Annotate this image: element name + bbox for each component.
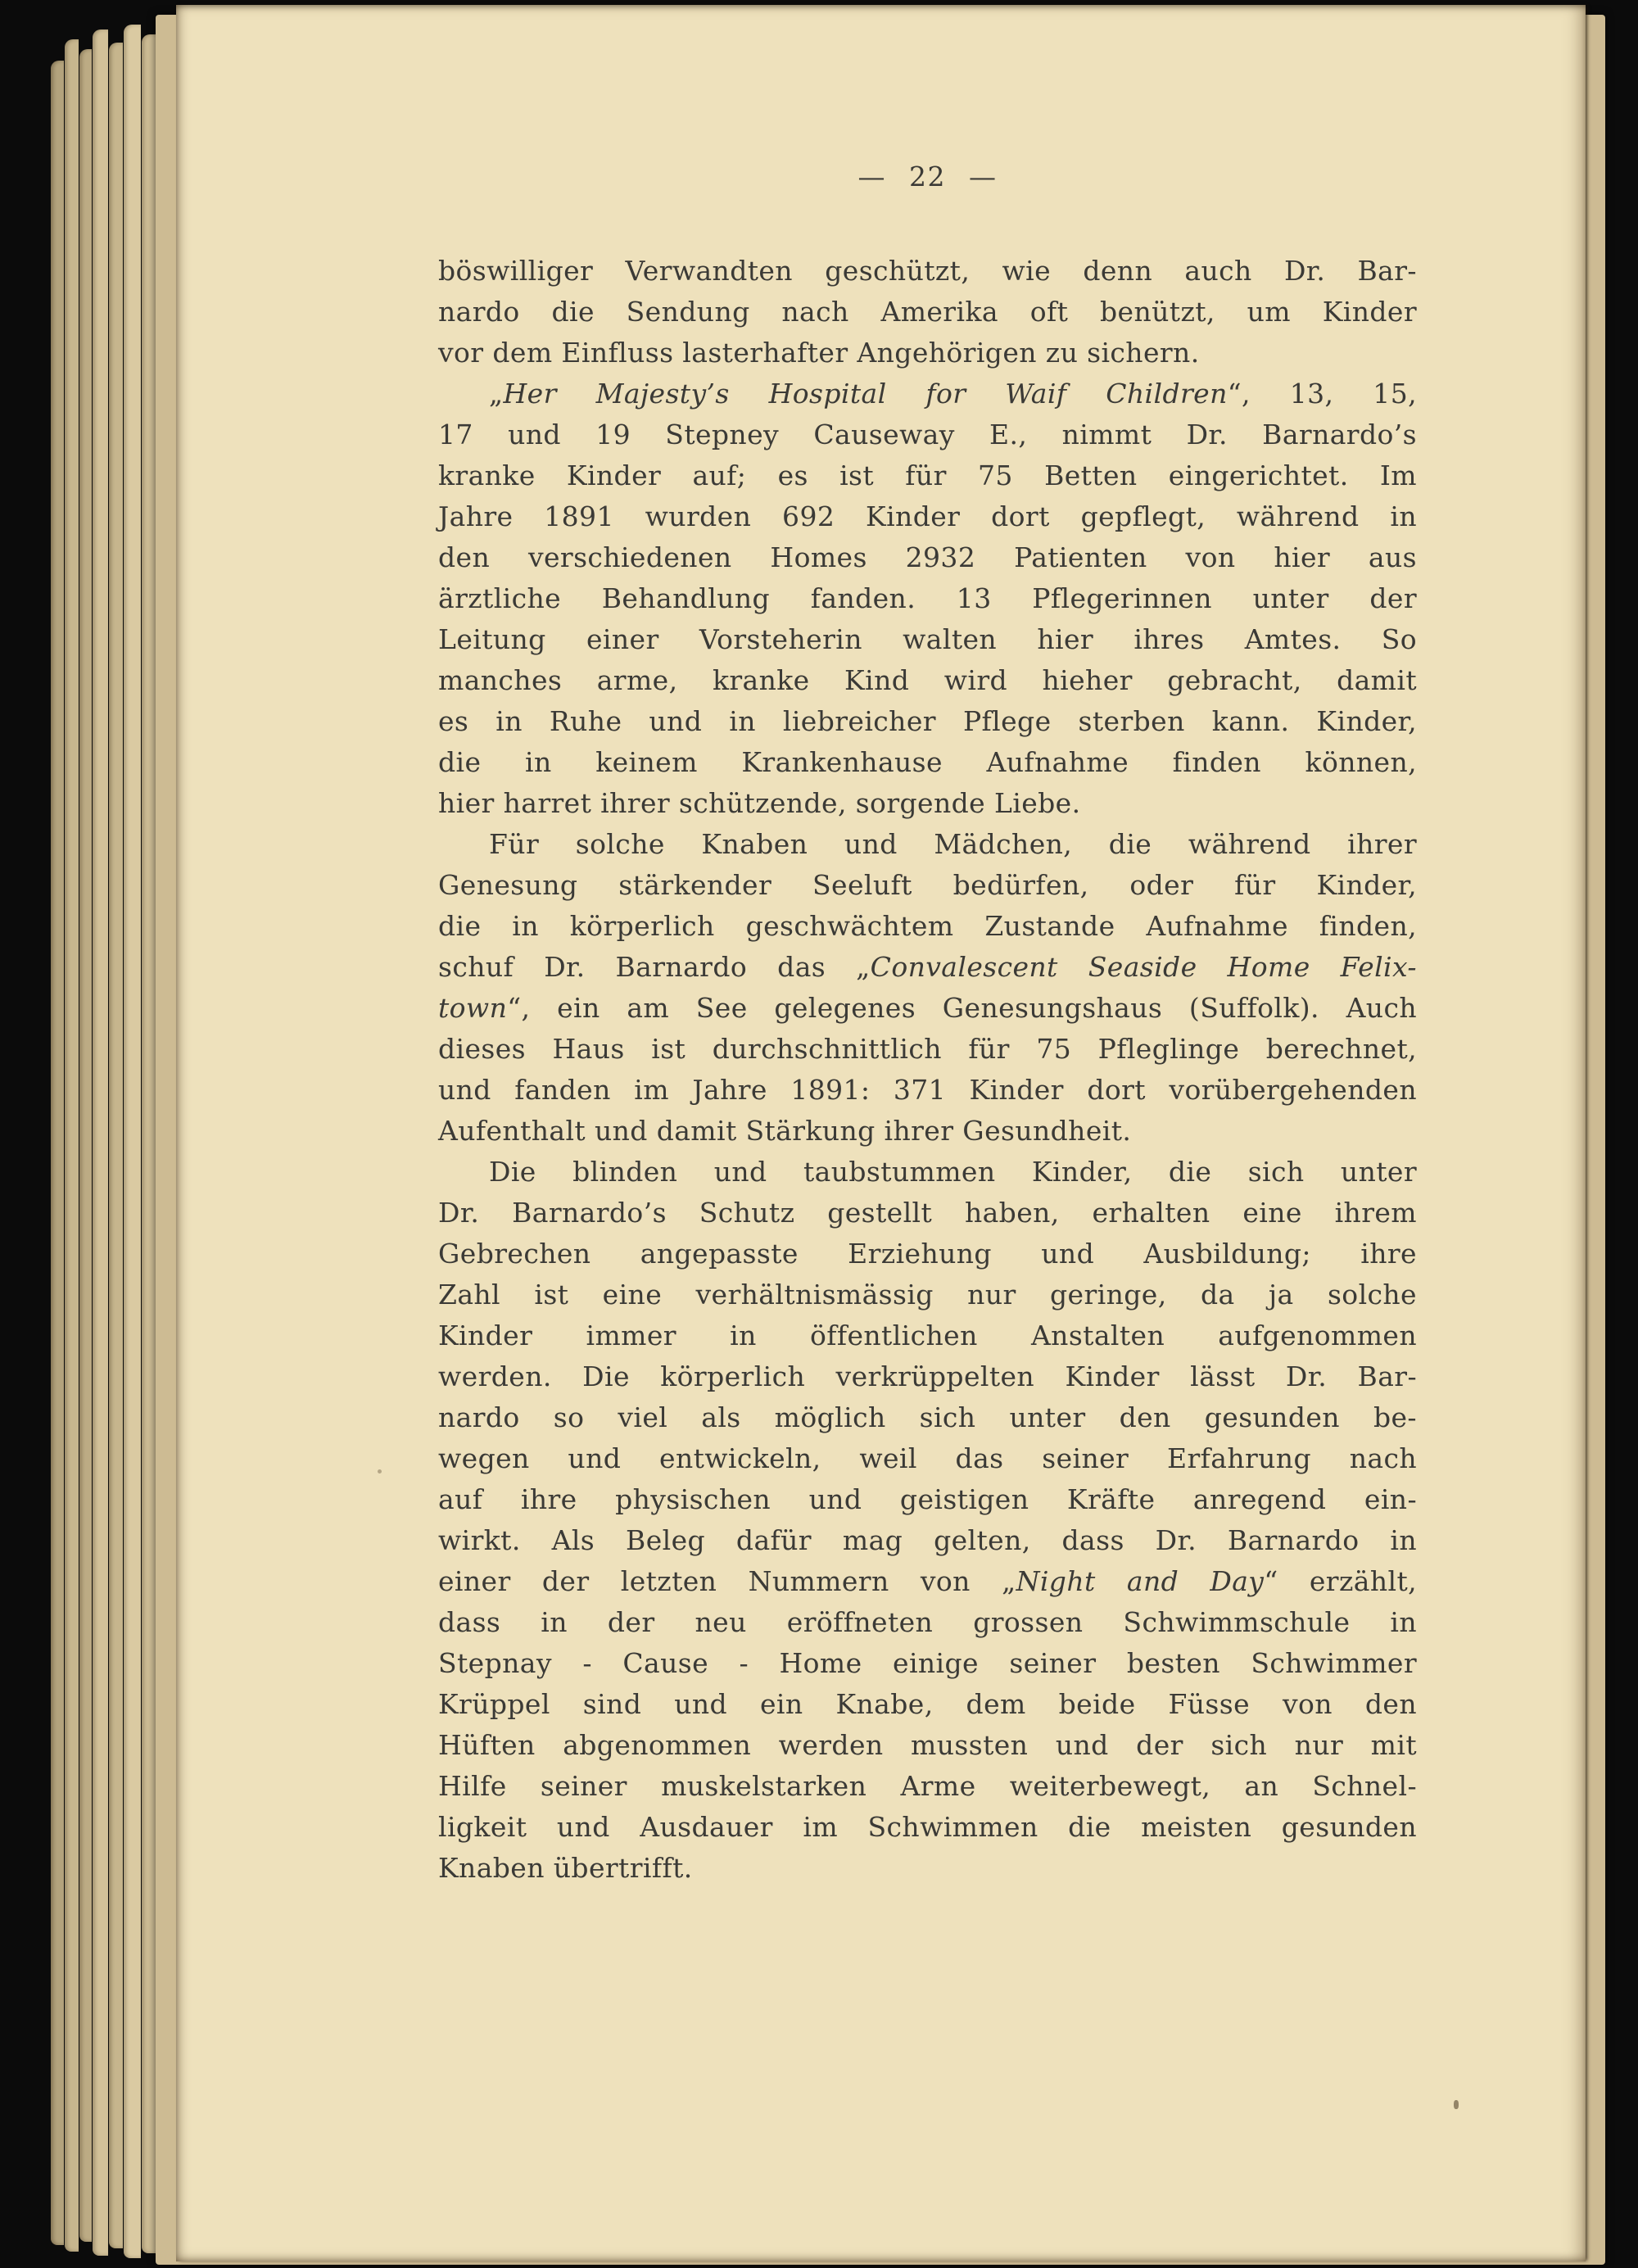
text-segment: vor dem Einfluss lasterhafter Angehörigen zu sichern. [438, 337, 1200, 369]
text-line [438, 1725, 1417, 1766]
text-segment: dieses Haus ist durchschnittlich für 75 Pfleglinge berechnet, [438, 1033, 1417, 1065]
text-line [438, 865, 1417, 906]
page-edge [109, 43, 123, 2248]
text-segment: Jahre 1891 wurden 692 Kinder dort gepflegt, während in [438, 500, 1417, 532]
text-segment: manches arme, kranke Kind wird hieher gebracht, damit [438, 664, 1417, 696]
text-line [438, 1438, 1417, 1479]
text-segment: die in körperlich geschwächtem Zustande Aufnahme finden, [438, 910, 1417, 942]
text-segment: ärztliche Behandlung fanden. 13 Pflegerinnen unter der [438, 582, 1417, 614]
page-edge [79, 49, 92, 2242]
text-line [438, 1520, 1417, 1561]
text-segment: “, 13, 15, [1227, 378, 1417, 410]
text-line [438, 947, 1417, 988]
text-segment: den verschiedenen Homes 2932 Patienten von hier aus [438, 541, 1417, 573]
text-line [438, 1684, 1417, 1725]
scan-speck [1454, 2100, 1459, 2109]
text-segment: einer der letzten Nummern von „ [438, 1565, 1016, 1597]
text-line [438, 701, 1417, 742]
text-line [438, 1070, 1417, 1111]
text-segment: wegen und entwickeln, weil das seiner Erfahrung nach [438, 1442, 1417, 1474]
text-segment: Knaben übertrifft. [438, 1852, 693, 1884]
text-line [438, 537, 1417, 578]
text-line [438, 1029, 1417, 1070]
text-line [438, 1315, 1417, 1356]
text-line [438, 414, 1417, 455]
text-segment: „ [489, 378, 504, 410]
text-segment: kranke Kinder auf; es ist für 75 Betten eingerichtet. Im [438, 459, 1417, 491]
page-edge [65, 39, 79, 2252]
scanned-page [176, 5, 1586, 2261]
text-segment: Die blinden und taubstummen Kinder, die sich unter [489, 1156, 1417, 1188]
text-line [438, 1602, 1417, 1643]
text-line [438, 1356, 1417, 1397]
text-line [438, 1152, 1417, 1193]
text-line [438, 578, 1417, 619]
text-segment: ligkeit und Ausdauer im Schwimmen die meisten gesunden [438, 1811, 1417, 1843]
text-segment: Gebrechen angepasste Erziehung und Ausbildung; ihre [438, 1238, 1417, 1270]
text-line [438, 783, 1417, 824]
text-line [438, 906, 1417, 947]
text-segment: Hüften abgenommen werden mussten und der sich nur mit [438, 1729, 1417, 1761]
italic-text-segment: Night and Day [1016, 1565, 1265, 1597]
text-line [438, 1643, 1417, 1684]
text-line [438, 988, 1417, 1029]
text-segment: Hilfe seiner muskelstarken Arme weiterbewegt, an Schnel- [438, 1770, 1417, 1802]
text-line [438, 1193, 1417, 1234]
text-segment: Genesung stärkender Seeluft bedürfen, oder für Kinder, [438, 869, 1417, 901]
text-segment: Kinder immer in öffentlichen Anstalten aufgenommen [438, 1320, 1417, 1351]
page-header [438, 161, 1417, 192]
text-segment: die in keinem Krankenhause Aufnahme finden können, [438, 746, 1417, 778]
scan-speck [378, 1469, 382, 1474]
page-number: 22 [909, 161, 946, 192]
paragraph [438, 251, 1417, 373]
text-line [438, 1111, 1417, 1152]
text-segment: es in Ruhe und in liebreicher Pflege sterben kann. Kinder, [438, 705, 1417, 737]
page-number-dash-left: — [857, 161, 886, 192]
text-segment: Dr. Barnardo’s Schutz gestellt haben, erhalten eine ihrem [438, 1197, 1417, 1229]
text-segment: “, ein am See gelegenes Genesungshaus (Suffolk). Auch [507, 992, 1417, 1024]
text-line [438, 333, 1417, 373]
text-line [438, 251, 1417, 292]
text-segment: 17 und 19 Stepney Causeway E., nimmt Dr. Barnardo’s [438, 419, 1417, 450]
paragraph [438, 1152, 1417, 1889]
text-line [438, 292, 1417, 333]
text-line [438, 1274, 1417, 1315]
text-segment: auf ihre physischen und geistigen Kräfte anregend ein- [438, 1483, 1417, 1515]
page-edge [124, 25, 141, 2258]
paragraph [438, 373, 1417, 824]
text-segment: “ erzählt, [1264, 1565, 1417, 1597]
text-segment: Leitung einer Vorsteherin walten hier ihres Amtes. So [438, 623, 1417, 655]
text-line [438, 455, 1417, 496]
italic-text-segment: town [438, 992, 508, 1024]
text-segment: und fanden im Jahre 1891: 371 Kinder dort vorübergehenden [438, 1074, 1417, 1106]
text-segment: Aufenthalt und damit Stärkung ihrer Gesundheit. [438, 1115, 1132, 1147]
text-line [438, 1479, 1417, 1520]
text-block [438, 251, 1417, 1889]
text-segment: böswilliger Verwandten geschützt, wie denn auch Dr. Bar- [438, 255, 1417, 287]
text-segment: dass in der neu eröffneten grossen Schwimmschule in [438, 1606, 1417, 1638]
text-segment: nardo die Sendung nach Amerika oft benützt, um Kinder [438, 296, 1417, 328]
text-line [438, 742, 1417, 783]
text-line [438, 619, 1417, 660]
page-edge [93, 29, 108, 2256]
text-line [438, 660, 1417, 701]
text-segment: Krüppel sind und ein Knabe, dem beide Füsse von den [438, 1688, 1417, 1720]
text-line [438, 824, 1417, 865]
text-line [438, 496, 1417, 537]
text-line [438, 1397, 1417, 1438]
text-line [438, 1561, 1417, 1602]
text-line [438, 1807, 1417, 1848]
text-segment: Zahl ist eine verhältnismässig nur geringe, da ja solche [438, 1279, 1417, 1311]
paragraph [438, 824, 1417, 1152]
italic-text-segment: Her Majesty’s Hospital for Waif Children [503, 378, 1228, 410]
text-line [438, 373, 1417, 414]
text-segment: werden. Die körperlich verkrüppelten Kinder lässt Dr. Bar- [438, 1360, 1417, 1392]
text-line [438, 1766, 1417, 1807]
text-segment: schuf Dr. Barnardo das „ [438, 951, 871, 983]
text-line [438, 1848, 1417, 1889]
text-line [438, 1234, 1417, 1274]
text-segment: nardo so viel als möglich sich unter den gesunden be- [438, 1401, 1417, 1433]
text-segment: wirkt. Als Beleg dafür mag gelten, dass Dr. Barnardo in [438, 1524, 1417, 1556]
text-segment: Für solche Knaben und Mädchen, die während ihrer [489, 828, 1417, 860]
page-number-dash-right: — [969, 161, 998, 192]
text-segment: Stepnay - Cause - Home einige seiner besten Schwimmer [438, 1647, 1417, 1679]
page-edge [51, 61, 64, 2245]
italic-text-segment: Convalescent Seaside Home Felix- [870, 951, 1417, 983]
text-segment: hier harret ihrer schützende, sorgende Liebe. [438, 787, 1081, 819]
